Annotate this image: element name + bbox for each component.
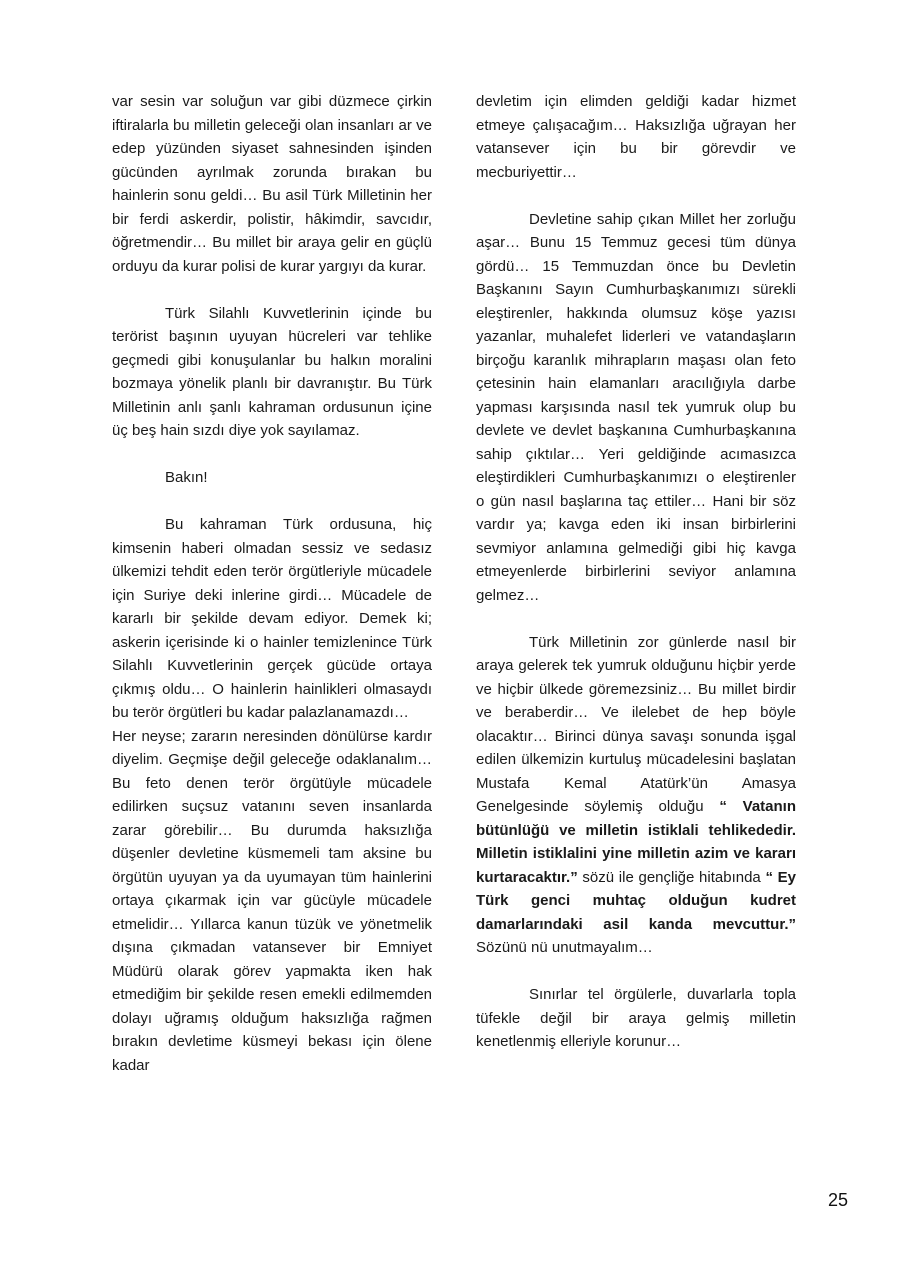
text-run: Devletine sahip çıkan Millet her zorluğu aşar… Bunu 15 Temmuz gecesi tüm dünya gördü… 15 Temmuzdan önce bu Devletin Başkanını Sayın Cumhurbaşkanımızı sürekli eleştirenler, hakkında olumsuz köşe yazısı yazanlar, muhalefet liderleri ve vatandaşların birçoğu karanlık mihrapların maşası olan feto çetesinin hain elamanları aracılığıyla darbe yapması karşısında nasıl tek yumruk olup bu devlete ve devlet başkanına Cumhurbaşkanına sahip çıktılar… Yeri geldiğinde acımasızca eleştirdikleri Cumhurbaşkanımızı o eleştirenler o gün nasıl başlarına taç ettiler… Hani bir söz vardır ya; kavga eden iki insan birbirlerini sevmiyor anlamına gelmediği gibi hiç kavga etmeyenlerde birbirlerini seviyor anlamına gelmez… xyxy=(476,210,796,604)
paragraph xyxy=(476,631,796,960)
left-column xyxy=(112,90,432,1077)
bold-quote-ataturk: “ Vatanın bütünlüğü ve milletin istiklali tehlikededir. Milletin istiklalini yine milletin azim ve kararı kurtaracaktır.” xyxy=(476,798,796,886)
text-run: Türk Milletinin zor günlerde nasıl bir araya gelerek tek yumruk olduğunu hiçbir yerde ve hiçbir ülkede göremezsiniz… Bu millet birdir ve beraberdir… Ve ilelebet de hep böyle olacaktır… Birinci dünya savaşı sonunda işgal edilen ülkemizin kurtuluş mücadelesini başlatan Mustafa Kemal Atatürk’ün Amasya Genelgesinde söylemiş olduğu xyxy=(476,633,796,815)
text-run: Bu kahraman Türk ordusuna, hiç kimsenin haberi olmadan sessiz ve sedasız ülkemizi tehdit eden terör örgütleriyle mücadele için Suriye deki inlerine girdi… Mücadele de kararlı bir şekilde devam ediyor. Demek ki; askerin içerisinde ki o hainler temizlenince Türk Silahlı Kuvvetlerinin gerçek gücüde ortaya çıkmış oldu… O hainlerin hainlikleri olmasaydı bu terör örgütleri bu kadar palazlanamazdı… xyxy=(112,516,432,721)
text-run: devletim için elimden geldiği kadar hizmet etmeye çalışacağım… Haksızlığa uğrayan her vatansever için bu bir görevdir ve mecburiyettir… xyxy=(476,93,796,181)
paragraph xyxy=(476,90,796,184)
text-run: Sözünü nü unutmayalım… xyxy=(476,939,653,956)
text-columns xyxy=(112,90,796,1077)
text-run: sözü ile gençliğe hitabında xyxy=(577,868,766,886)
bold-quote-genclik: “ Ey Türk genci muhtaç olduğun kudret damarlarındaki asil kanda mevcuttur.” xyxy=(476,868,796,933)
paragraph xyxy=(476,208,796,608)
paragraph xyxy=(112,513,432,725)
paragraph xyxy=(112,302,432,443)
page-number: 25 xyxy=(827,1190,848,1210)
right-column xyxy=(476,90,796,1077)
paragraph xyxy=(476,983,796,1054)
text-run: Türk Silahlı Kuvvetlerinin içinde bu terörist başının uyuyan hücreleri var tehlike geçmedi gibi konuşulanlar bu halkın moralini bozmaya yönelik planlı bir davranıştır. Bu Türk Milletinin anlı şanlı kahraman ordusunun içine üç beş hain sızdı diye yok sayılamaz. xyxy=(112,304,432,439)
text-run: var sesin var soluğun var gibi düzmece çirkin iftiralarla bu milletin geleceği olan insanları ar ve edep yüzünden siyaset sahnesinden işinden gücünden ayrılmak zorunda bırakan bu hainlerin sonu geldi… Bu asil Türk Milletinin her bir ferdi askerdir, polistir, hâkimdir, savcıdır, öğretmendir… Bu millet bir araya gelir en güçlü orduyu da kurar polisi de kurar yargıyı da kurar. xyxy=(112,93,432,275)
paragraph xyxy=(112,466,432,490)
text-run: Bakın! xyxy=(165,469,208,486)
text-run: Sınırlar tel örgülerle, duvarlarla topla tüfekle değil bir araya gelmiş milletin kenetlenmiş elleriyle korunur… xyxy=(476,986,796,1050)
paragraph xyxy=(112,725,432,1078)
text-run: Her neyse; zararın neresinden dönülürse kardır diyelim. Geçmişe değil geleceğe odaklanalım… Bu feto denen terör örgütüyle mücadele edilirken suçsuz vatanını seven insanlarda zarar görebilir… Bu durumda haksızlığa düşenler devletine küsmemeli tam aksine bu örgütün uyuyan ya da uyumayan tüm hainlerini ortaya çıkarmak için var gücüyle mücadele etmelidir… Yıllarca kanun tüzük ve yönetmelik dışına çıkmadan vatansever bir Emniyet Müdürü olarak görev yapmakta iken hak etmediğim bir şekilde resen emekli edilmemden dolayı uğramış olduğum haksızlığa rağmen bırakın devletime küsmeyi bekası için ölene kadar xyxy=(112,727,432,1074)
paragraph xyxy=(112,90,432,278)
